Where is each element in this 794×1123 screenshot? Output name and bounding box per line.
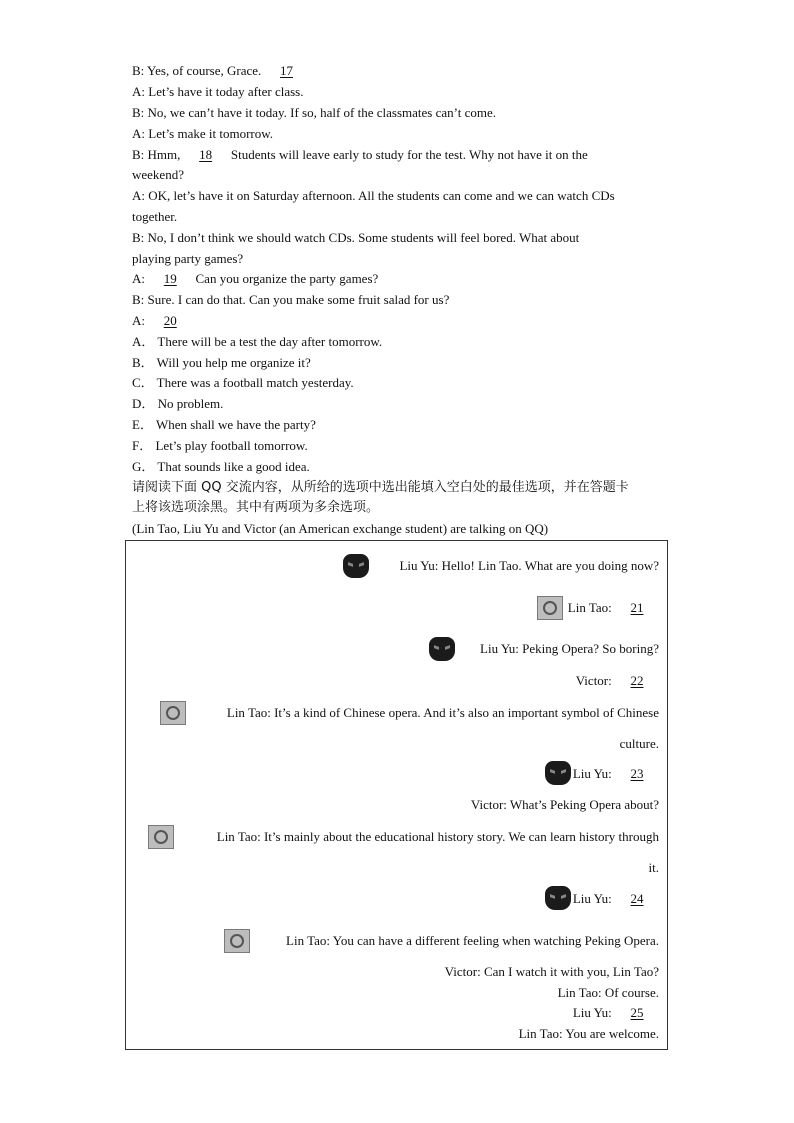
- dialogue-line: A: OK, let’s have it on Saturday afternoon. All the students can come and we can watch CDs: [132, 188, 615, 203]
- answer-blank[interactable]: 23: [630, 766, 644, 781]
- context-line: (Lin Tao, Liu Yu and Victor (an American exchange student) are talking on QQ): [132, 521, 549, 536]
- chat-message: Lin Tao: You are welcome.: [518, 1026, 659, 1041]
- liu-yu-avatar-icon: [343, 554, 369, 578]
- chat-message: Victor: What’s Peking Opera about?: [470, 797, 659, 812]
- lin-tao-avatar-icon: [537, 596, 563, 620]
- chat-message-continuation: it.: [648, 860, 659, 875]
- answer-blank[interactable]: 22: [630, 673, 644, 688]
- chat-message: Liu Yu: 23: [573, 765, 659, 783]
- chat-message: Lin Tao: Of course.: [557, 985, 659, 1000]
- dialogue-line: together.: [132, 209, 178, 224]
- chat-message: Lin Tao: It’s mainly about the educational history story. We can learn history through: [216, 829, 659, 844]
- liu-yu-avatar-icon: [429, 637, 455, 661]
- chat-message: Liu Yu: 24: [573, 890, 659, 908]
- dialogue-line: weekend?: [132, 167, 184, 182]
- answer-blank[interactable]: 25: [630, 1005, 644, 1020]
- dialogue-line: A: Let’s have it today after class.: [132, 84, 304, 99]
- liu-yu-avatar-icon: [545, 761, 571, 785]
- answer-blank[interactable]: 18: [199, 147, 213, 162]
- answer-blank[interactable]: 20: [163, 313, 177, 328]
- dialogue-line: B: Sure. I can do that. Can you make some fruit salad for us?: [132, 292, 450, 307]
- dialogue-line: B: Yes, of course, Grace. 17: [132, 61, 309, 81]
- option-item[interactable]: D． No problem.: [132, 396, 224, 411]
- dialogue-line: A: Let’s make it tomorrow.: [132, 126, 274, 141]
- option-item[interactable]: A． There will be a test the day after tomorrow.: [132, 334, 383, 349]
- option-item[interactable]: F． Let’s play football tomorrow.: [132, 438, 308, 453]
- dialogue-line: A: 20: [132, 311, 192, 331]
- lin-tao-avatar-icon: [148, 825, 174, 849]
- lin-tao-avatar-icon: [224, 929, 250, 953]
- chat-message: Victor: Can I watch it with you, Lin Tao?: [444, 964, 659, 979]
- dialogue-line: A: 19 Can you organize the party games?: [132, 269, 378, 289]
- lin-tao-avatar-icon: [160, 701, 186, 725]
- chat-message: Liu Yu: 25: [573, 1004, 659, 1022]
- answer-blank[interactable]: 24: [630, 891, 644, 906]
- option-item[interactable]: E． When shall we have the party?: [132, 417, 316, 432]
- chat-message-continuation: culture.: [619, 736, 659, 751]
- option-item[interactable]: G． That sounds like a good idea.: [132, 459, 310, 474]
- chat-message: Liu Yu: Hello! Lin Tao. What are you doing now?: [399, 558, 659, 573]
- dialogue-line: B: Hmm, 18 Students will leave early to study for the test. Why not have it on the: [132, 145, 588, 165]
- dialogue-line: playing party games?: [132, 251, 244, 266]
- option-item[interactable]: B． Will you help me organize it?: [132, 355, 311, 370]
- dialogue-line: B: No, we can’t have it today. If so, half of the classmates can’t come.: [132, 105, 497, 120]
- qq-chat-box: [125, 540, 668, 1050]
- answer-blank[interactable]: 21: [630, 600, 644, 615]
- answer-blank[interactable]: 19: [163, 271, 177, 286]
- instruction-text: 上将该选项涂黑。其中有两项为多余选项。: [132, 500, 380, 515]
- instruction-text: 请阅读下面 QQ 交流内容，从所给的选项中选出能填入空白处的最佳选项，并在答题卡: [132, 480, 629, 495]
- dialogue-line: B: No, I don’t think we should watch CDs. Some students will feel bored. What about: [132, 230, 580, 245]
- chat-message: Lin Tao: You can have a different feeling when watching Peking Opera.: [286, 933, 659, 948]
- liu-yu-avatar-icon: [545, 886, 571, 910]
- answer-blank[interactable]: 17: [280, 63, 294, 78]
- chat-message: Lin Tao: It’s a kind of Chinese opera. And it’s also an important symbol of Chinese: [226, 705, 659, 720]
- option-item[interactable]: C． There was a football match yesterday.: [132, 375, 354, 390]
- chat-message: Victor: 22: [576, 672, 659, 690]
- chat-message: Lin Tao: 21: [568, 599, 659, 617]
- chat-message: Liu Yu: Peking Opera? So boring?: [480, 641, 659, 656]
